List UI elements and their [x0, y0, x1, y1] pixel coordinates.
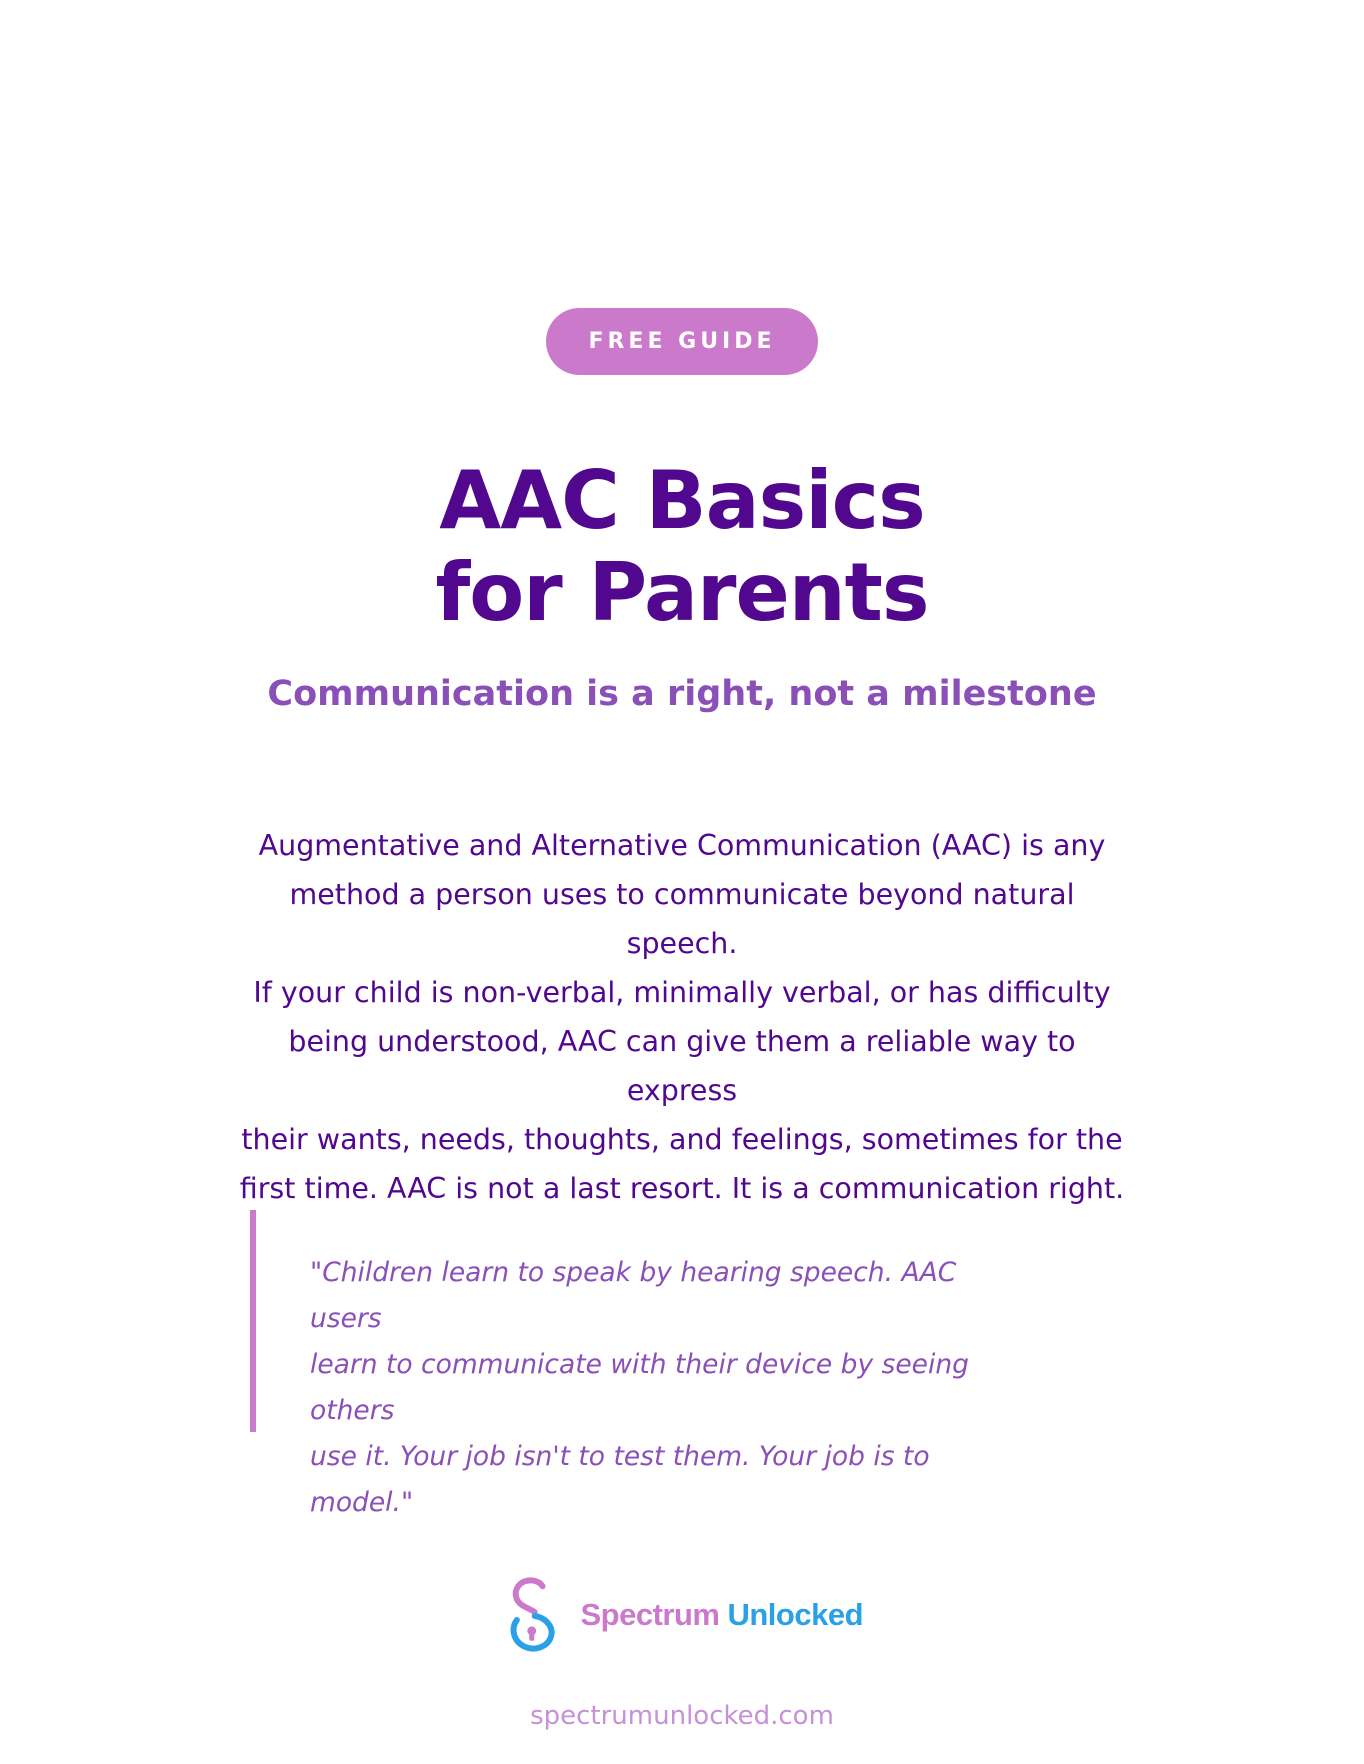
intro-line: first time. AAC is not a last resort. It is a communication right. — [239, 1172, 1125, 1205]
intro-paragraph — [230, 821, 1134, 1213]
title-line-2: for Parents — [435, 546, 929, 639]
intro-line: their wants, needs, thoughts, and feelings, sometimes for the — [241, 1123, 1123, 1156]
website-link[interactable]: spectrumunlocked.com — [530, 1701, 834, 1731]
quote-line: "Children learn to speak by hearing speech. AAC users — [310, 1257, 957, 1334]
quote-line: use it. Your job isn't to test them. Your job is to model." — [310, 1441, 930, 1518]
page-title — [0, 455, 1364, 639]
brand-name-spectrum: Spectrum — [580, 1597, 720, 1632]
quote-block — [250, 1210, 1086, 1518]
quote-line: learn to communicate with their device by seeing others — [310, 1349, 969, 1426]
intro-line: Augmentative and Alternative Communication (AAC) is any — [258, 829, 1106, 862]
free-guide-badge — [546, 308, 818, 375]
intro-line: If your child is non-verbal, minimally verbal, or has difficulty — [253, 976, 1111, 1009]
title-line-1: AAC Basics — [439, 454, 925, 547]
brand-name-unlocked: Unlocked — [727, 1597, 863, 1632]
quote-text — [310, 1250, 1010, 1526]
intro-line: being understood, AAC can give them a reliable way to express — [288, 1025, 1076, 1107]
brand-logo — [503, 1576, 863, 1654]
intro-line: method a person uses to communicate beyond natural speech. — [289, 878, 1075, 960]
spectrum-unlocked-logo-icon — [503, 1576, 560, 1654]
badge-label: FREE GUIDE — [588, 329, 776, 354]
page-subtitle: Communication is a right, not a milestone — [267, 674, 1097, 714]
